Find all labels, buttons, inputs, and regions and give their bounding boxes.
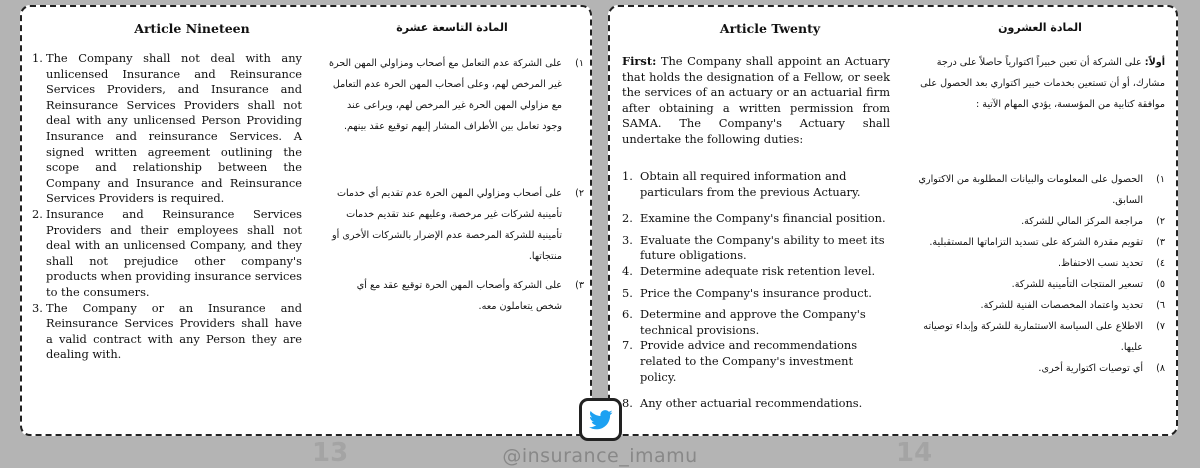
item-number: 1. bbox=[32, 51, 43, 65]
list-item bbox=[910, 169, 1165, 211]
list-item bbox=[328, 53, 584, 137]
intro-label: أولاً: bbox=[1144, 57, 1165, 68]
article-twenty-title-ar: المادة العشرون bbox=[998, 21, 1082, 34]
item-text: تحديد واعتماد المخصصات الفنية للشركة. bbox=[980, 300, 1143, 311]
list-item bbox=[622, 233, 890, 264]
item-number: ١) bbox=[575, 58, 584, 69]
list-item bbox=[622, 286, 890, 302]
item-number: 4. bbox=[622, 263, 633, 278]
list-item bbox=[32, 301, 302, 363]
item-number: 7. bbox=[622, 338, 633, 353]
item-text: Obtain all required information and particulars from the previous Actuary. bbox=[640, 169, 861, 199]
list-item bbox=[328, 275, 584, 317]
article-twenty-list-ar bbox=[910, 169, 1165, 379]
item-number: 2. bbox=[622, 211, 633, 226]
watermark-handle: @insurance_imamu bbox=[502, 445, 698, 467]
list-item bbox=[910, 232, 1165, 253]
item-number: 3. bbox=[622, 232, 633, 247]
twitter-bird-icon bbox=[589, 410, 613, 430]
item-text: تقويم مقدرة الشركة على تسديد التزاماتها المستقبلية. bbox=[929, 237, 1143, 248]
item-number: ٦) bbox=[1156, 300, 1165, 311]
list-item bbox=[910, 358, 1165, 379]
item-number: 2. bbox=[32, 206, 43, 221]
item-number: ٨) bbox=[1156, 363, 1165, 374]
intro-label: First: bbox=[622, 54, 657, 68]
twitter-button[interactable] bbox=[579, 398, 622, 441]
item-number: ٣) bbox=[575, 280, 584, 291]
item-number: 6. bbox=[622, 307, 633, 322]
item-text: على أصحاب ومزاولي المهن الحرة عدم تقديم أي خدمات تأمينية لشركات غير مرخصة، وعليهم عند تقديم خدمات تأمينية للشركة المرخصة عدم الإضرار بالشركات الأخرى أو منتجاتها. bbox=[331, 188, 562, 262]
article-twenty-list-en bbox=[622, 169, 890, 412]
item-text: الحصول على المعلومات والبيانات المطلوبة من الاكتواري السابق. bbox=[918, 174, 1143, 206]
item-number: 8. bbox=[622, 396, 633, 411]
item-number: ٢) bbox=[575, 188, 584, 199]
article-nineteen-list-en bbox=[32, 51, 302, 363]
item-number: 5. bbox=[622, 285, 633, 300]
article-twenty-title-en: Article Twenty bbox=[719, 21, 821, 36]
article-nineteen-title-en: Article Nineteen bbox=[134, 21, 250, 36]
item-number: ١) bbox=[1156, 174, 1165, 185]
item-text: Examine the Company's financial position. bbox=[640, 211, 886, 226]
item-text: The Company shall not deal with any unlicensed Insurance and Reinsurance Services Providers, and Insurance and Reinsurance Services Providers shall not deal with any unlicensed Person Providing Insurance and reinsurance Services. A signed written agreement outlining the scope and relationship between the Company and Insurance and Reinsurance Services Providers is required. bbox=[46, 51, 302, 206]
list-item bbox=[910, 274, 1165, 295]
page-article-twenty bbox=[608, 5, 1178, 436]
item-text: مراجعة المركز المالي للشركة. bbox=[1021, 216, 1143, 227]
list-item bbox=[910, 211, 1165, 232]
item-text: أي توصيات اكتوارية أخرى. bbox=[1038, 363, 1143, 374]
item-text: على الشركة وأصحاب المهن الحرة توقيع عقد مع أي شخص يتعاملون معه. bbox=[356, 280, 562, 312]
list-item bbox=[622, 211, 890, 227]
item-number: 3. bbox=[32, 300, 43, 315]
item-text: Determine adequate risk retention level. bbox=[640, 263, 876, 278]
list-item bbox=[910, 316, 1165, 358]
item-number: ٤) bbox=[1156, 258, 1165, 269]
item-text: Any other actuarial recommendations. bbox=[640, 396, 863, 411]
item-text: تسعير المنتجات التأمينية للشركة. bbox=[1011, 279, 1143, 290]
list-item bbox=[910, 253, 1165, 274]
item-text: The Company or an Insurance and Reinsurance Services Providers shall have a valid contract with any Person they are dealing with. bbox=[46, 300, 302, 362]
item-text: Evaluate the Company's ability to meet its future obligations. bbox=[640, 232, 885, 263]
page-number-right: 14 bbox=[896, 438, 933, 468]
item-number: ٥) bbox=[1156, 279, 1165, 290]
item-number: ٣) bbox=[1156, 237, 1165, 248]
list-item bbox=[622, 338, 890, 385]
list-item bbox=[622, 396, 890, 412]
item-number: ٢) bbox=[1156, 216, 1165, 227]
article-nineteen-title-ar: المادة التاسعة عشرة bbox=[396, 21, 508, 34]
item-text: على الشركة عدم التعامل مع أصحاب ومزاولي المهن الحرة غير المرخص لهم، وعلى أصحاب المهن الحرة عدم التعامل مع مزاولي المهن الحرة غير المرخص لهم، ويراعى عند وجود تعامل بين الأطراف المشار إليهم توقيع عقد بينهم. bbox=[328, 58, 562, 132]
item-text: Price the Company's insurance product. bbox=[640, 285, 872, 300]
list-item bbox=[32, 207, 302, 301]
item-text: Provide advice and recommendations related to the Company's investment policy. bbox=[640, 338, 858, 384]
intro-text: The Company shall appoint an Actuary that holds the designation of a Fellow, or seek the services of an actuary or an actuarial firm after obtaining a written permission from SAMA. The Company's Actuary shall undertake the following duties: bbox=[622, 54, 890, 146]
list-item bbox=[622, 169, 890, 200]
item-text: تحديد نسب الاحتفاظ. bbox=[1057, 258, 1143, 269]
item-text: Insurance and Reinsurance Services Providers and their employees shall not deal with an unlicensed Company, and they shall not prejudice other company's products when providing insurance services to the consumers. bbox=[46, 206, 302, 299]
article-nineteen-list-ar bbox=[328, 53, 584, 317]
list-item bbox=[32, 51, 302, 207]
list-item bbox=[910, 295, 1165, 316]
article-twenty-intro-en bbox=[622, 54, 890, 148]
item-number: ٧) bbox=[1156, 321, 1165, 332]
page-article-nineteen bbox=[20, 5, 592, 436]
item-text: الاطلاع على السياسة الاستثمارية للشركة وإبداء توصياته عليها. bbox=[923, 321, 1143, 353]
page-number-left: 13 bbox=[312, 438, 349, 468]
list-item bbox=[622, 264, 890, 280]
intro-text: على الشركة أن تعين خبيراً اكتوارياً حاصلاً على درجة مشارك، أو أن تستعين بخدمات خبير اكتواري بعد الحصول على موافقة كتابية من المؤسسة، يؤدي المهام الآتية : bbox=[920, 57, 1165, 110]
list-item bbox=[328, 183, 584, 267]
list-item bbox=[622, 307, 890, 338]
item-number: 1. bbox=[622, 169, 633, 183]
article-twenty-intro-ar bbox=[910, 52, 1165, 115]
item-text: Determine and approve the Company's technical provisions. bbox=[640, 307, 866, 337]
